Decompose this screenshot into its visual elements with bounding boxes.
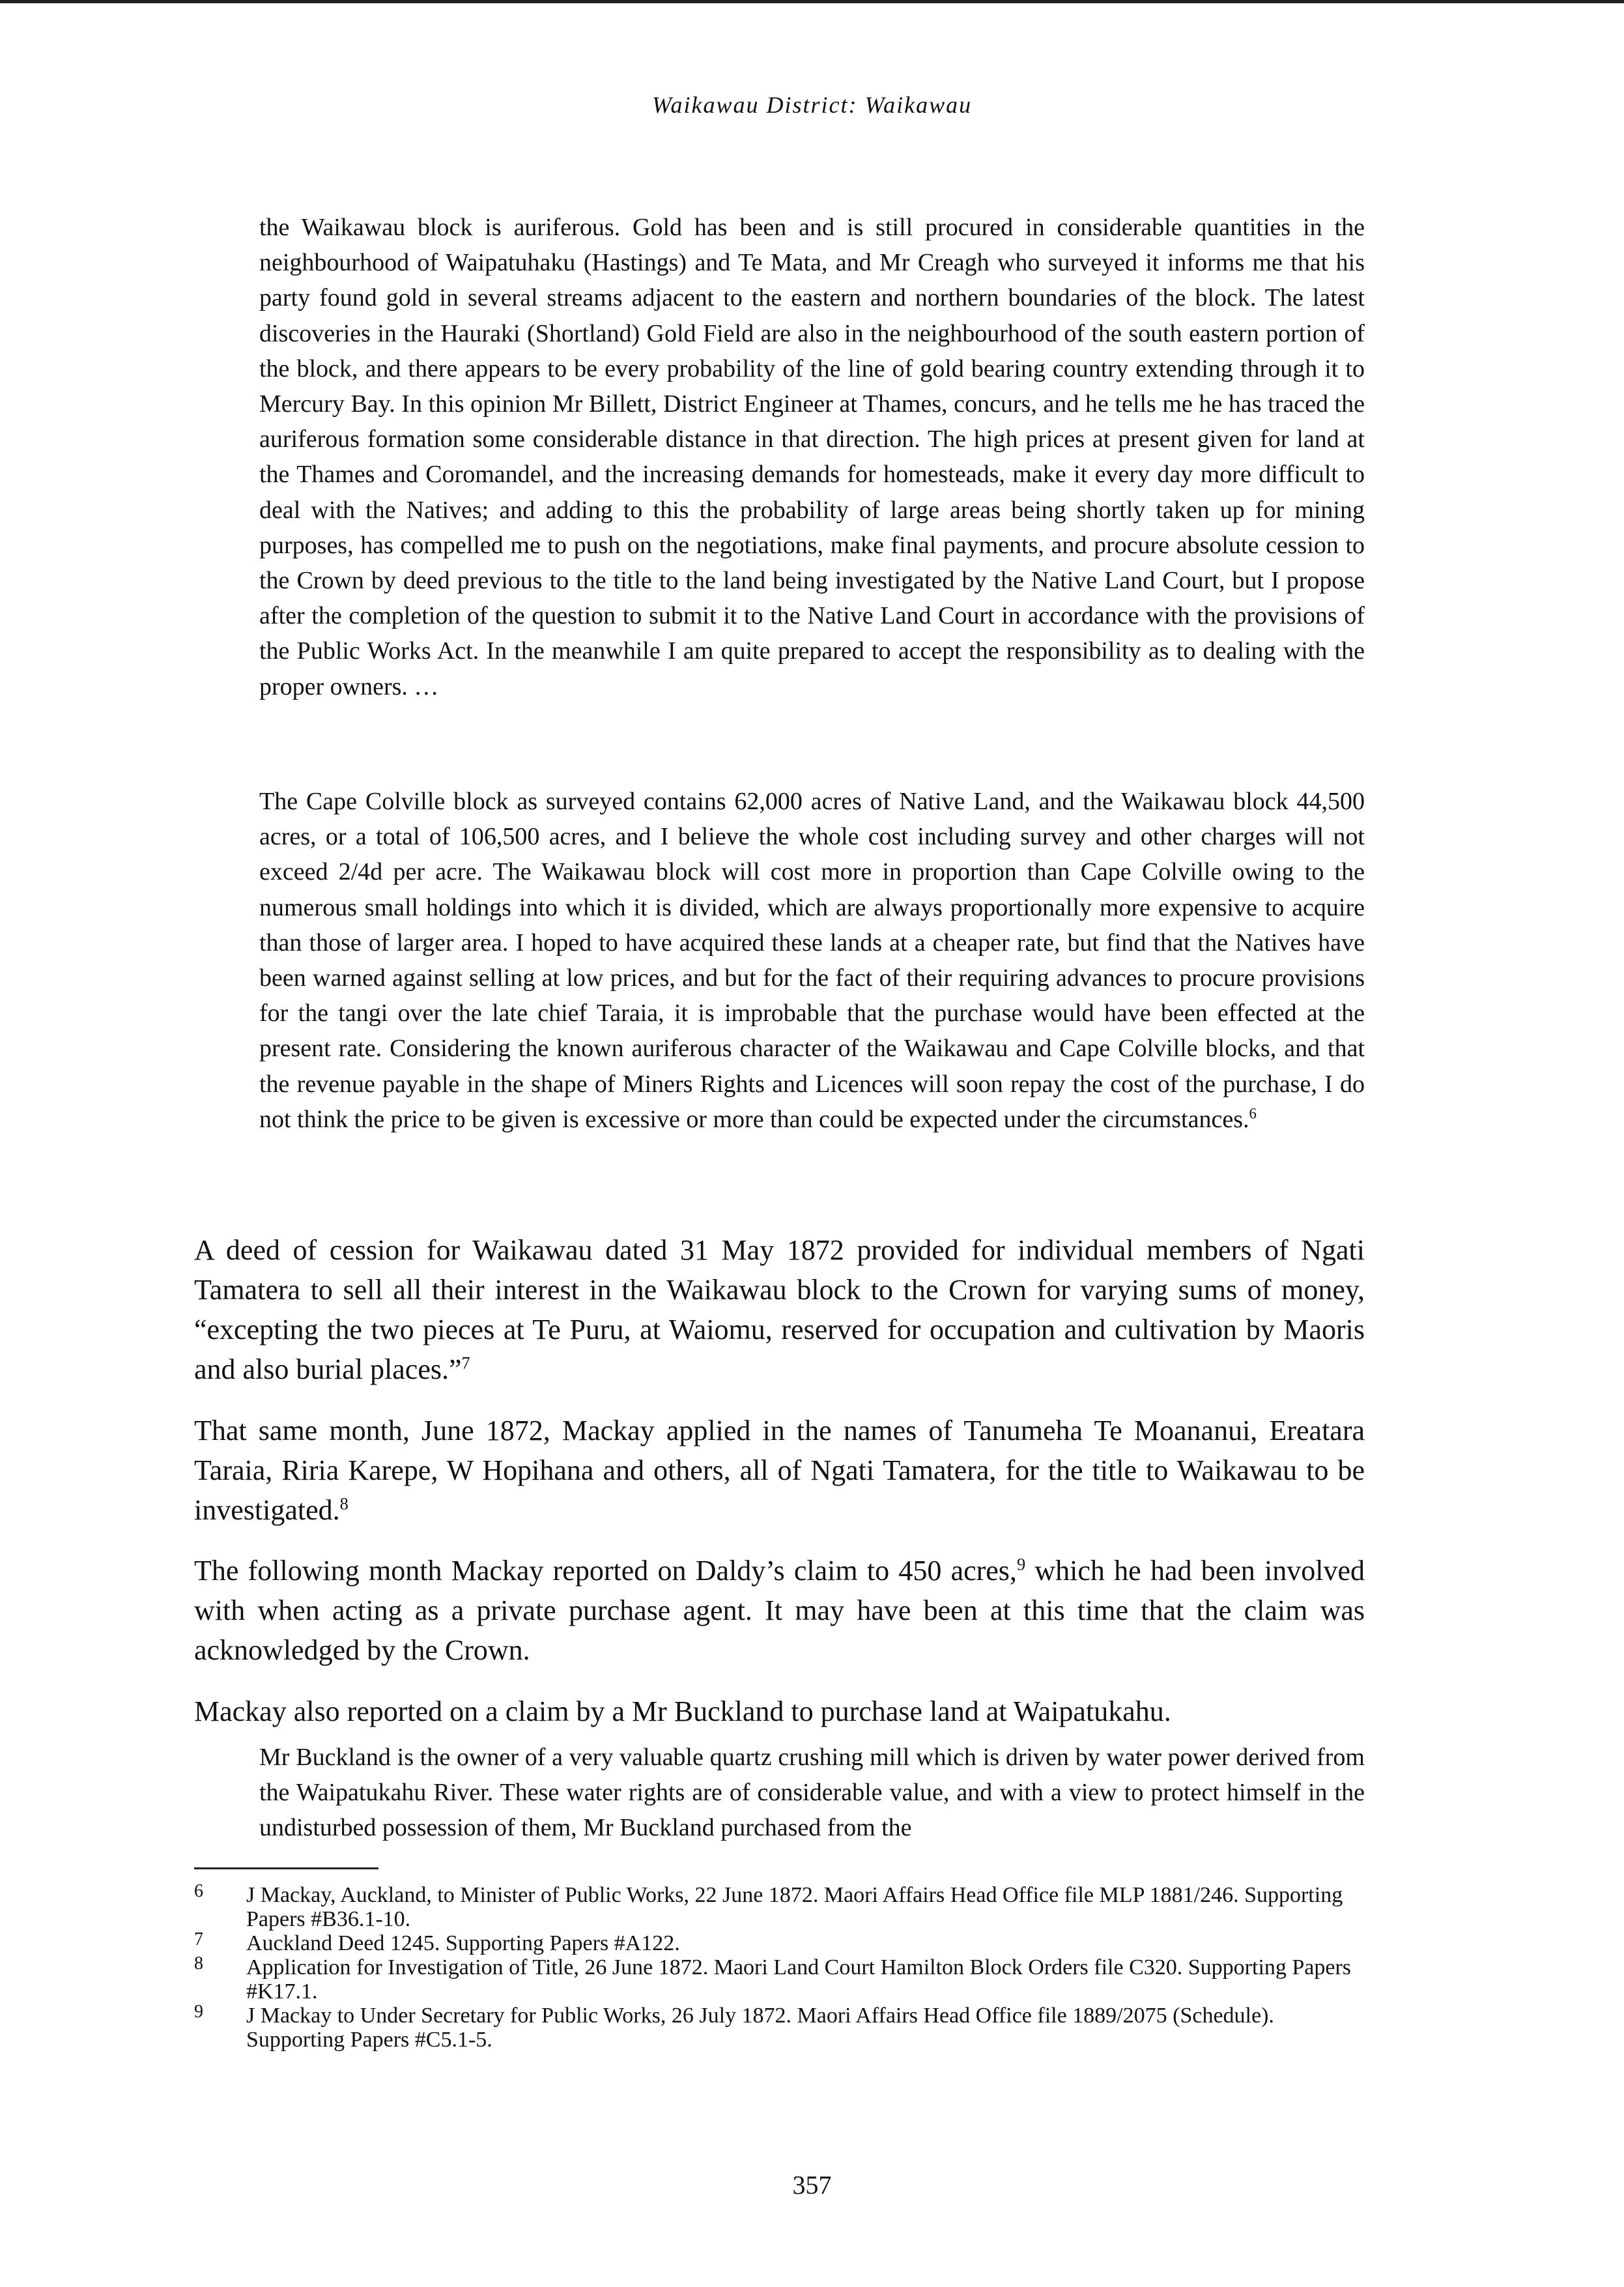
footnote-text: Auckland Deed 1245. Supporting Papers #A122. <box>246 1931 680 1955</box>
block-quote-2 <box>259 784 1365 1137</box>
paragraph-deed-of-cession <box>194 1230 1365 1389</box>
quote-1-text: the Waikawau block is auriferous. Gold has been and is still procured in considerable quantities in the neighbourhood of Waipatuhaku (Hastings) and Te Mata, and Mr Creagh who surveyed it informs me that his party found gold in several streams adjacent to the eastern and northern boundaries of the block. The latest discoveries in the Hauraki (Shortland) Gold Field are also in the neighbourhood of the south eastern portion of the block, and there appears to be every probability of the line of gold bearing country extending through it to Mercury Bay. In this opinion Mr Billett, District Engineer at Thames, concurs, and he tells me he has traced the auriferous formation some considerable distance in that direction. The high prices at present given for land at the Thames and Coromandel, and the increasing demands for homesteads, make it every day more difficult to deal with the Natives; and adding to this the probability of large areas being shortly taken up for mining purposes, has compelled me to push on the negotiations, make final payments, and procure absolute cession to the Crown by deed previous to the title to the land being investigated by the Native Land Court, but I propose after the completion of the question to submit it to the Native Land Court in accordance with the provisions of the Public Works Act. In the meanwhile I am quite prepared to accept the responsibility as to dealing with the proper owners. … <box>259 214 1365 700</box>
paragraph-daldy-claim <box>194 1551 1365 1670</box>
footnote-text: J Mackay to Under Secretary for Public Works, 26 July 1872. Maori Affairs Head Office file 1889/2075 (Schedule). Supporting Papers #C5.1-5. <box>246 2004 1274 2052</box>
paragraph-4-text: Mackay also reported on a claim by a Mr Buckland to purchase land at Waipatukahu. <box>194 1695 1171 1727</box>
top-border <box>0 0 1624 3</box>
page-number: 357 <box>792 2170 832 2200</box>
paragraph-buckland-claim <box>194 1691 1365 1731</box>
paragraph-2-text: That same month, June 1872, Mackay applied in the names of Tanumeha Te Moananui, Ereatara Taraia, Riria Karepe, W Hopihana and others, all of Ngati Tamatera, for the title to Waikawau to be investigated. <box>194 1415 1365 1526</box>
block-quote-1 <box>259 210 1365 704</box>
footnote-number: 7 <box>194 1929 203 1949</box>
footnote-text: J Mackay, Auckland, to Minister of Public Works, 22 June 1872. Maori Affairs Head Office file MLP 1881/246. Supporting Papers #B36.1-10. <box>246 1883 1343 1931</box>
footnote-ref-9[interactable]: 9 <box>1016 1554 1026 1574</box>
footnote-number: 6 <box>194 1881 203 1901</box>
footnote-9 <box>194 2004 1367 2052</box>
paragraph-3-text-after: which he had been involved with when acting as a private purchase agent. It may have been at this time that the claim was acknowledged by the Crown. <box>194 1555 1365 1666</box>
footnote-number: 8 <box>194 1953 203 1974</box>
footnote-ref-7[interactable]: 7 <box>461 1353 470 1373</box>
footnote-ref-8[interactable]: 8 <box>339 1493 349 1514</box>
footnote-text: Application for Investigation of Title, 26 June 1872. Maori Land Court Hamilton Block Orders file C320. Supporting Papers #K17.1. <box>246 1955 1352 2004</box>
footnotes <box>194 1883 1367 2052</box>
footnote-ref-6[interactable]: 6 <box>1249 1105 1257 1122</box>
footnote-6 <box>194 1883 1367 1931</box>
paragraph-3-text-before: The following month Mackay reported on Daldy’s claim to 450 acres, <box>194 1555 1017 1587</box>
quote-2-text: The Cape Colville block as surveyed contains 62,000 acres of Native Land, and the Waikawau block 44,500 acres, or a total of 106,500 acres, and I believe the whole cost including survey and other charges will not exceed 2/4d per acre. The Waikawau block will cost more in proportion than Cape Colville owing to the numerous small holdings into which it is divided, which are always proportionally more expensive to acquire than those of larger area. I hoped to have acquired these lands at a cheaper rate, but find that the Natives have been warned against selling at low prices, and but for the fact of their requiring advances to procure provisions for the tangi over the late chief Taraia, it is improbable that the purchase would have been effected at the present rate. Considering the known auriferous character of the Waikawau and Cape Colville blocks, and that the revenue payable in the shape of Miners Rights and Licences will soon repay the cost of the purchase, I do not think the price to be given is excessive or more than could be expected under the circumstances. <box>259 788 1365 1133</box>
running-header: Waikawau District: Waikawau <box>651 92 973 118</box>
paragraph-1-text: A deed of cession for Waikawau dated 31 May 1872 provided for individual members of Ngati Tamatera to sell all their interest in the Waikawau block to the Crown for varying sums of money, “excepting the two pieces at Te Puru, at Waiomu, reserved for occupation and cultivation by Maoris and also burial places.” <box>194 1234 1365 1385</box>
paragraph-title-application <box>194 1411 1365 1530</box>
footnote-8 <box>194 1955 1367 2004</box>
quote-3-text: Mr Buckland is the owner of a very valuable quartz crushing mill which is driven by water power derived from the Waipatukahu River. These water rights are of considerable value, and with a view to protect himself in the undisturbed possession of them, Mr Buckland purchased from the <box>259 1744 1365 1842</box>
footnote-7 <box>194 1931 1367 1955</box>
block-quote-3 <box>259 1740 1365 1846</box>
footnote-number: 9 <box>194 2002 203 2022</box>
footnote-divider <box>194 1867 378 1869</box>
